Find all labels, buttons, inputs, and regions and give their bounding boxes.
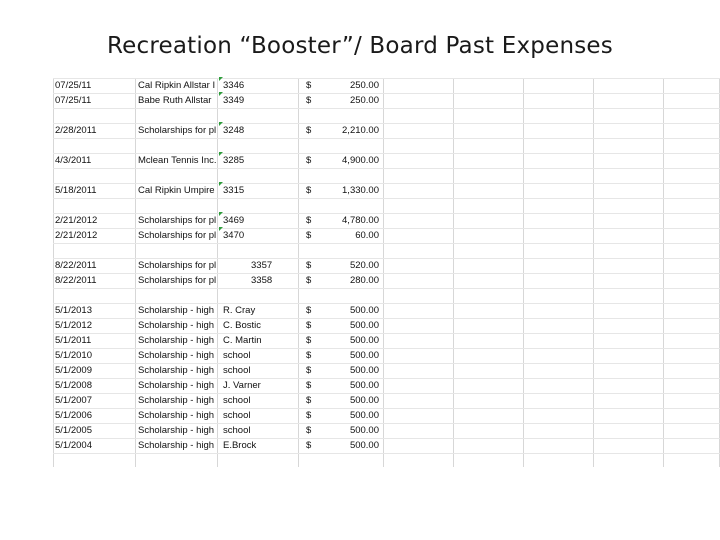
date-cell[interactable]: 5/1/2006: [55, 410, 92, 421]
check-number-cell[interactable]: 3469: [223, 215, 245, 226]
currency-cell[interactable]: $: [306, 440, 312, 451]
date-cell[interactable]: 5/1/2005: [55, 425, 92, 436]
date-cell[interactable]: 5/1/2012: [55, 320, 92, 331]
currency-cell[interactable]: $: [306, 320, 312, 331]
date-cell[interactable]: 5/1/2010: [55, 350, 92, 361]
table-row: [53, 78, 453, 93]
amount-cell[interactable]: 500.00: [349, 380, 379, 391]
table-row: [53, 348, 453, 363]
description-cell[interactable]: Scholarships for pl: [138, 215, 217, 226]
amount-cell[interactable]: 2,210.00: [342, 125, 379, 136]
amount-cell[interactable]: 500.00: [349, 395, 379, 406]
amount-cell[interactable]: 500.00: [349, 440, 379, 451]
description-cell[interactable]: Scholarships for pl: [138, 260, 217, 271]
description-cell[interactable]: Cal Ripkin Allstar I: [138, 80, 216, 91]
amount-cell[interactable]: 500.00: [349, 425, 379, 436]
cell-comment-indicator-icon: [219, 212, 223, 216]
description-cell[interactable]: Scholarship - high: [138, 350, 215, 361]
table-row: [53, 363, 453, 378]
cell-comment-indicator-icon: [219, 152, 223, 156]
amount-cell[interactable]: 500.00: [349, 335, 379, 346]
cell-comment-indicator-icon: [219, 227, 223, 231]
check-number-cell[interactable]: school: [223, 350, 251, 361]
spreadsheet-grid: [53, 78, 720, 467]
cell-comment-indicator-icon: [219, 182, 223, 186]
check-number-cell[interactable]: 3470: [223, 230, 245, 241]
date-cell[interactable]: 5/1/2013: [55, 305, 92, 316]
table-row: [53, 153, 453, 168]
currency-cell[interactable]: $: [306, 350, 312, 361]
description-cell[interactable]: Scholarships for pl: [138, 125, 217, 136]
table-row: [53, 393, 453, 408]
check-number-cell[interactable]: C. Martin: [223, 335, 262, 346]
check-number-cell[interactable]: 3349: [223, 95, 245, 106]
check-number-cell[interactable]: school: [223, 410, 251, 421]
description-cell[interactable]: Babe Ruth Allstar: [138, 95, 212, 106]
date-cell[interactable]: 8/22/2011: [55, 260, 97, 271]
table-row: [53, 318, 453, 333]
page-title: Recreation “Booster”/ Board Past Expenses: [107, 33, 613, 59]
grid-row-line: [53, 138, 720, 139]
description-cell[interactable]: Scholarship - high: [138, 425, 215, 436]
description-cell[interactable]: Mclean Tennis Inc.: [138, 155, 217, 166]
check-number-cell[interactable]: C. Bostic: [223, 320, 262, 331]
description-cell[interactable]: Scholarships for pl: [138, 275, 217, 286]
table-row: [53, 303, 453, 318]
amount-cell[interactable]: 4,780.00: [342, 215, 379, 226]
table-row: [53, 93, 453, 108]
check-number-cell[interactable]: R. Cray: [223, 305, 256, 316]
description-cell[interactable]: Scholarship - high: [138, 320, 215, 331]
currency-cell[interactable]: $: [306, 95, 312, 106]
check-number-cell[interactable]: school: [223, 365, 251, 376]
check-number-cell[interactable]: 3346: [223, 80, 245, 91]
date-cell[interactable]: 5/1/2008: [55, 380, 92, 391]
currency-cell[interactable]: $: [306, 155, 312, 166]
table-row: [53, 183, 453, 198]
currency-cell[interactable]: $: [306, 395, 312, 406]
table-row: [53, 438, 453, 453]
currency-cell[interactable]: $: [306, 230, 312, 241]
date-cell[interactable]: 2/21/2012: [55, 215, 98, 226]
grid-row-line: [53, 288, 720, 289]
date-cell[interactable]: 07/25/11: [55, 95, 92, 106]
table-row: [53, 258, 453, 273]
amount-cell[interactable]: 500.00: [349, 410, 379, 421]
description-cell[interactable]: Scholarship - high: [138, 440, 215, 451]
description-cell[interactable]: Cal Ripkin Umpire: [138, 185, 215, 196]
table-row: [53, 123, 453, 138]
table-row: [53, 228, 453, 243]
currency-cell[interactable]: $: [306, 335, 312, 346]
amount-cell[interactable]: 1,330.00: [342, 185, 379, 196]
description-cell[interactable]: Scholarship - high: [138, 305, 215, 316]
amount-cell[interactable]: 250.00: [349, 80, 379, 91]
date-cell[interactable]: 8/22/2011: [55, 275, 97, 286]
check-number-cell[interactable]: 3248: [223, 125, 245, 136]
grid-row-line: [53, 198, 720, 199]
check-number-cell[interactable]: 3315: [223, 185, 245, 196]
grid-row-line: [53, 108, 720, 109]
check-number-cell[interactable]: school: [223, 395, 251, 406]
table-row: [53, 333, 453, 348]
amount-cell[interactable]: 280.00: [349, 275, 379, 286]
currency-cell[interactable]: $: [306, 215, 312, 226]
grid-row-line: [53, 168, 720, 169]
amount-cell[interactable]: 4,900.00: [342, 155, 379, 166]
amount-cell[interactable]: 500.00: [349, 365, 379, 376]
description-cell[interactable]: Scholarship - high: [138, 365, 215, 376]
currency-cell[interactable]: $: [306, 125, 312, 136]
currency-cell[interactable]: $: [306, 80, 312, 91]
date-cell[interactable]: 5/1/2004: [55, 440, 92, 451]
check-number-cell[interactable]: school: [223, 425, 251, 436]
amount-cell[interactable]: 500.00: [349, 305, 379, 316]
table-row: [53, 378, 453, 393]
date-cell[interactable]: 2/28/2011: [55, 125, 97, 136]
date-cell[interactable]: 2/21/2012: [55, 230, 98, 241]
cell-comment-indicator-icon: [219, 92, 223, 96]
currency-cell[interactable]: $: [306, 380, 312, 391]
grid-row-line: [53, 453, 720, 454]
amount-cell[interactable]: 500.00: [349, 350, 379, 361]
amount-cell[interactable]: 250.00: [349, 95, 379, 106]
table-row: [53, 213, 453, 228]
currency-cell[interactable]: $: [306, 185, 312, 196]
currency-cell[interactable]: $: [306, 365, 312, 376]
currency-cell[interactable]: $: [306, 410, 312, 421]
amount-cell[interactable]: 60.00: [355, 230, 379, 241]
currency-cell[interactable]: $: [306, 305, 312, 316]
check-number-cell[interactable]: 3285: [223, 155, 245, 166]
date-cell[interactable]: 5/1/2009: [55, 365, 92, 376]
check-number-cell[interactable]: 3358: [251, 275, 273, 286]
description-cell[interactable]: Scholarship - high: [138, 335, 215, 346]
currency-cell[interactable]: $: [306, 425, 312, 436]
currency-cell[interactable]: $: [306, 275, 312, 286]
date-cell[interactable]: 07/25/11: [55, 80, 92, 91]
check-number-cell[interactable]: E.Brock: [223, 440, 257, 451]
grid-row-line: [53, 243, 720, 244]
table-row: [53, 423, 453, 438]
date-cell[interactable]: 5/18/2011: [55, 185, 97, 196]
amount-cell[interactable]: 500.00: [349, 320, 379, 331]
currency-cell[interactable]: $: [306, 260, 312, 271]
cell-comment-indicator-icon: [219, 122, 223, 126]
cell-comment-indicator-icon: [219, 77, 223, 81]
table-row: [53, 273, 453, 288]
check-number-cell[interactable]: 3357: [251, 260, 273, 271]
description-cell[interactable]: Scholarship - high: [138, 380, 215, 391]
description-cell[interactable]: Scholarships for pl: [138, 230, 217, 241]
date-cell[interactable]: 5/1/2011: [55, 335, 92, 346]
date-cell[interactable]: 5/1/2007: [55, 395, 92, 406]
description-cell[interactable]: Scholarship - high: [138, 410, 215, 421]
table-row: [53, 408, 453, 423]
description-cell[interactable]: Scholarship - high: [138, 395, 215, 406]
date-cell[interactable]: 4/3/2011: [55, 155, 92, 166]
amount-cell[interactable]: 520.00: [349, 260, 379, 271]
check-number-cell[interactable]: J. Varner: [223, 380, 261, 391]
